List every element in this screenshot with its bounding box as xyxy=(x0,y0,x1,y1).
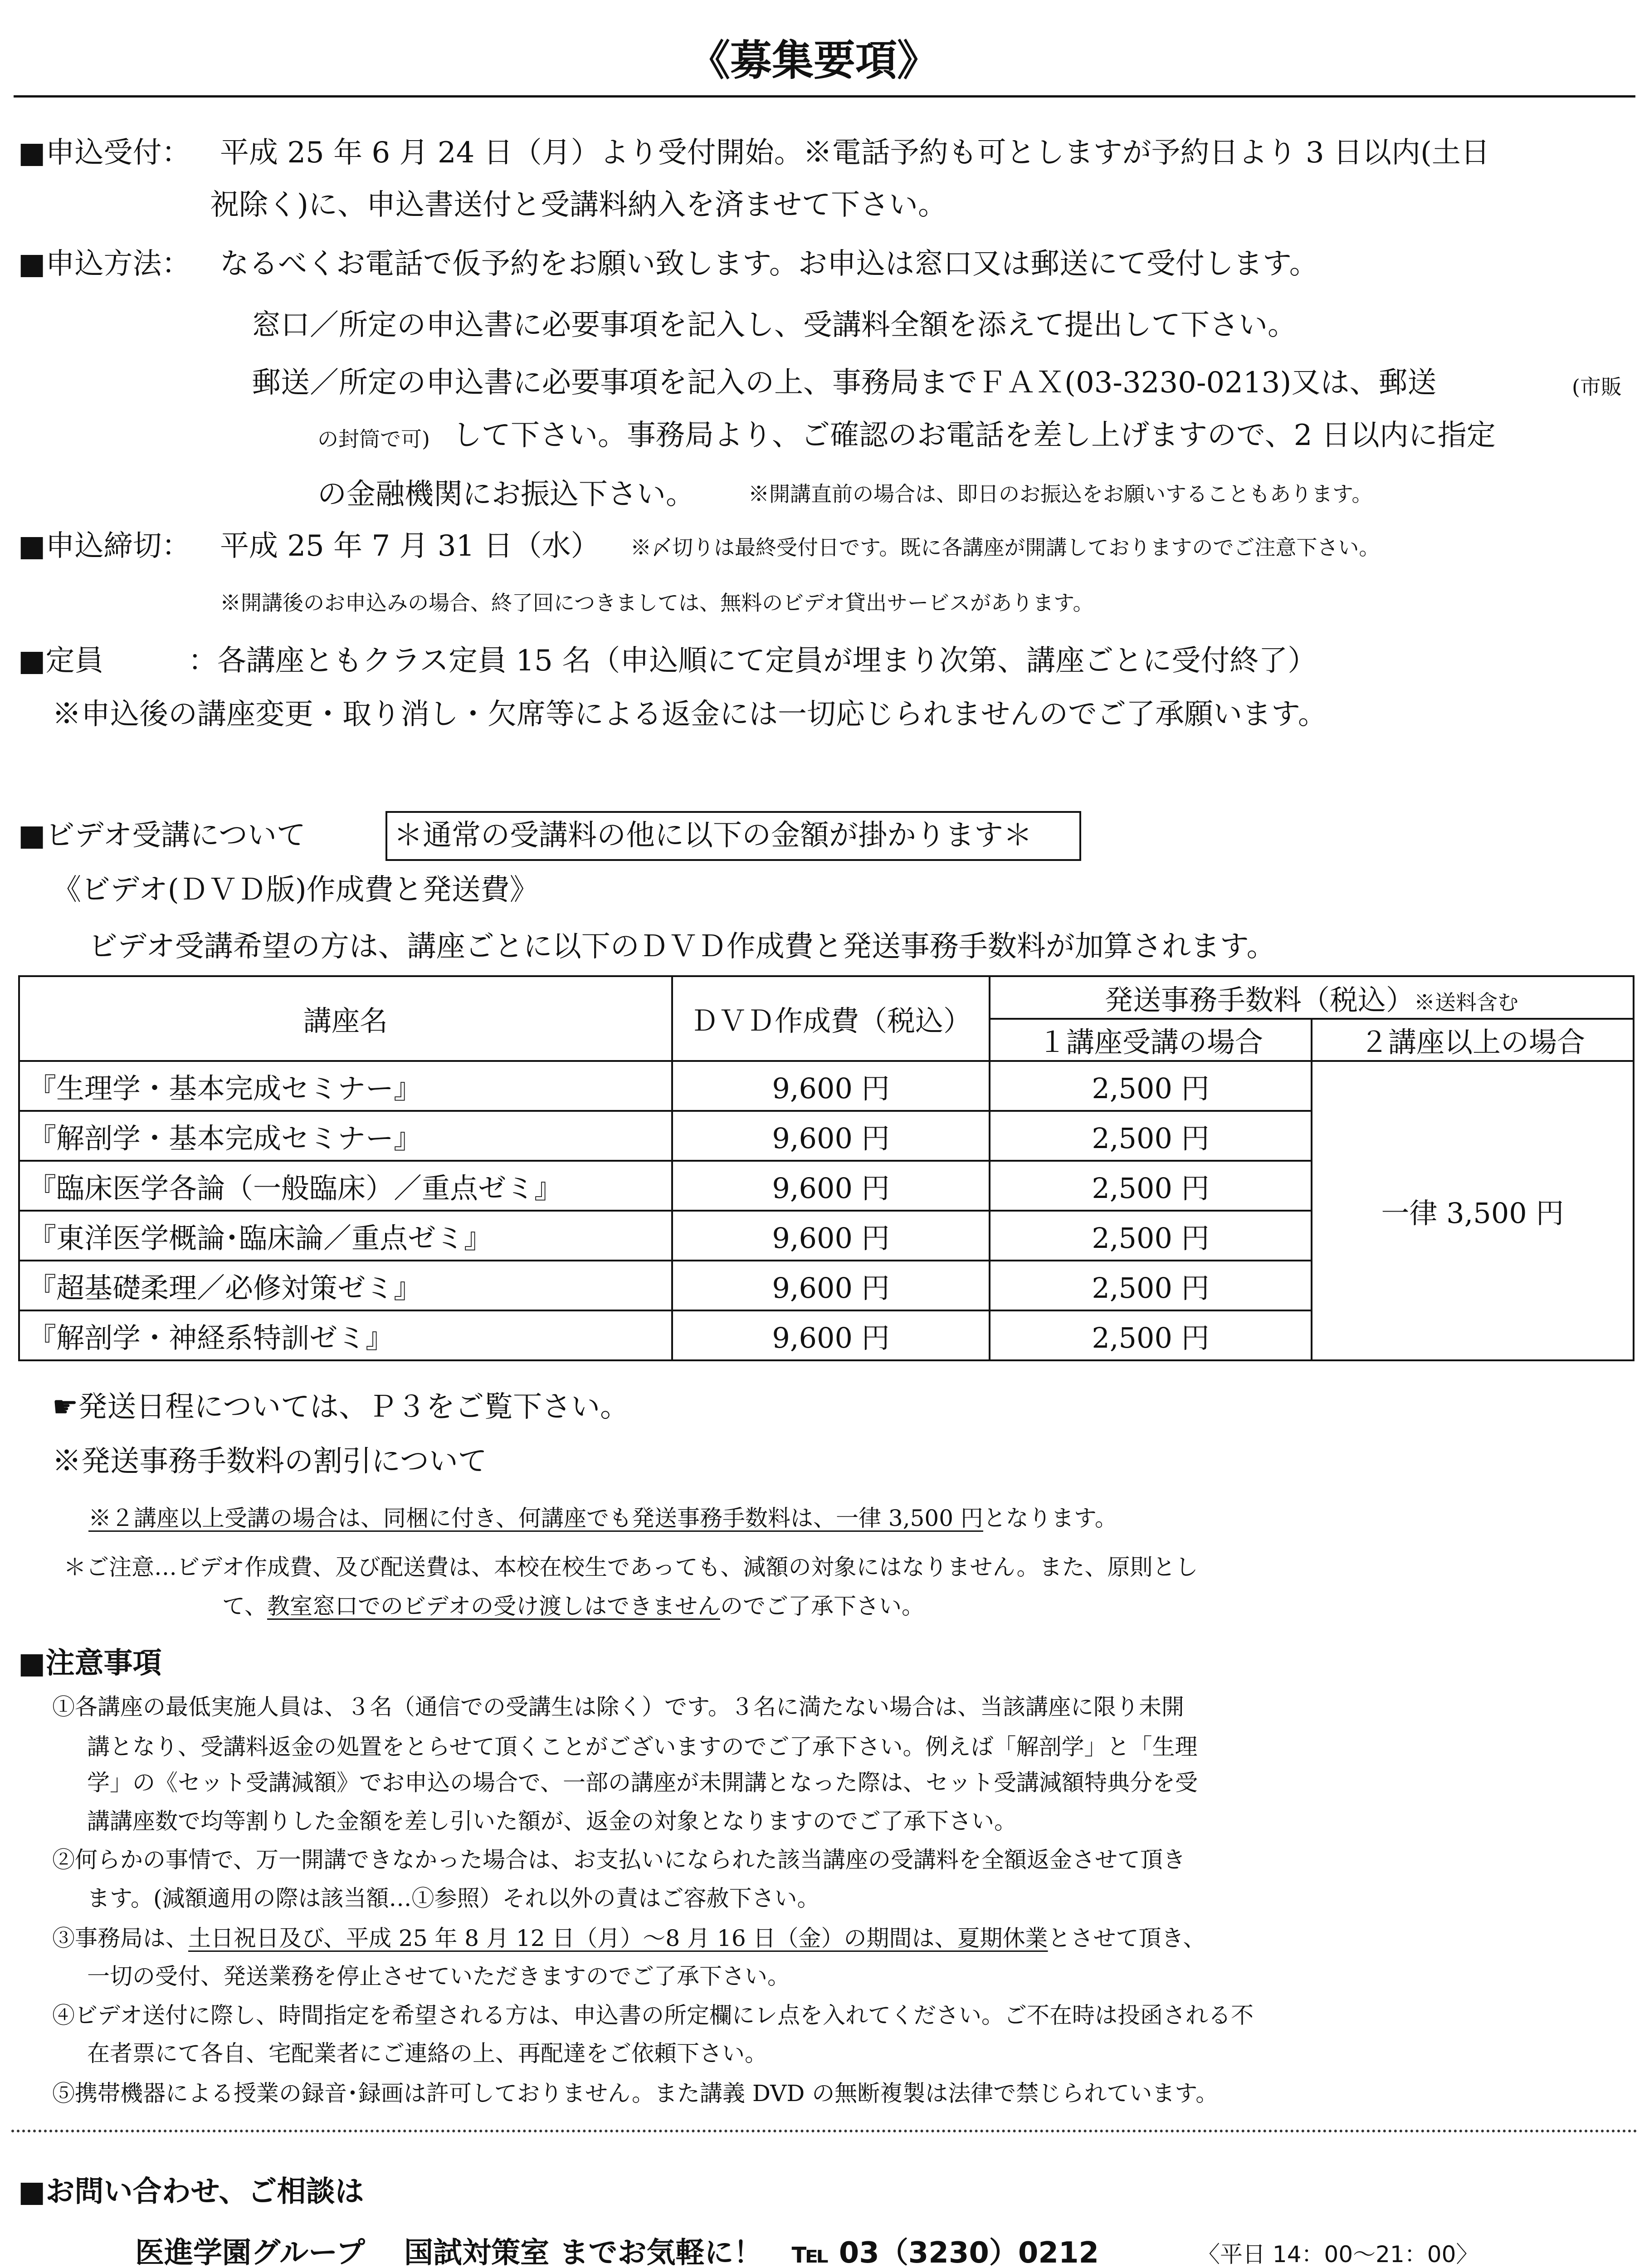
shipping-fee: 2,500 円 xyxy=(990,1310,1312,1360)
course-name: 『解剖学・基本完成セミナー』 xyxy=(19,1111,672,1161)
col-shipping-fee xyxy=(990,976,1634,1019)
discount-text xyxy=(88,1507,1117,1530)
table-header-row xyxy=(19,976,1634,1019)
col-shipping-fee-note: ※送料含む xyxy=(1414,990,1518,1015)
contact-heading: ■お問い合わせ、ご相談は xyxy=(18,2175,364,2209)
col-shipping-fee-label: 発送事務手数料（税込） xyxy=(1104,983,1414,1017)
note-3-b: とさせて頂き、 xyxy=(1048,1925,1206,1951)
method-mail: 郵送／所定の申込書に必要事項を記入の上、事務局までＦＡＸ(03-3230-0213)又は、郵送 xyxy=(252,366,1437,400)
course-name: 『臨床医学各論（一般臨床）／重点ゼミ』 xyxy=(19,1161,672,1211)
course-name: 『東洋医学概論･臨床論／重点ゼミ』 xyxy=(19,1211,672,1261)
note-1: 講となり、受講料返金の処置をとらせて頂くことがございますのでご了承下さい。例えば「解剖学」と「生理 xyxy=(87,1734,1198,1760)
deadline-label: ■申込締切： xyxy=(18,529,191,563)
video-intro: ビデオ受講希望の方は、講座ごとに以下のＤＶＤ作成費と発送事務手数料が加算されます。 xyxy=(88,930,1276,963)
course-name: 『解剖学・神経系特訓ゼミ』 xyxy=(19,1310,672,1360)
capacity-label: ■定員 xyxy=(18,644,104,678)
video-sub-heading: 《ビデオ(ＤＶＤ版)作成費と発送費》 xyxy=(52,873,539,907)
shipping-fee: 2,500 円 xyxy=(990,1061,1312,1111)
course-name: 『超基礎柔理／必修対策ゼミ』 xyxy=(19,1261,672,1310)
caution-text-a: て、 xyxy=(222,1593,267,1619)
shipping-fee: 2,500 円 xyxy=(990,1161,1312,1211)
caution-line: ＊ご注意…ビデオ作成費、及び配送費は、本校在校生であっても、減額の対象にはなりません。また、原則とし xyxy=(63,1554,1198,1580)
shipping-fee: 2,500 円 xyxy=(990,1111,1312,1161)
note-1: 講講座数で均等割りした金額を差し引いた額が、返金の対象となりますのでご了承下さい。 xyxy=(87,1808,1017,1834)
discount-heading: ※発送事務手数料の割引について xyxy=(52,1445,487,1478)
method-window: 窓口／所定の申込書に必要事項を記入し、受講料全額を添えて提出して下さい。 xyxy=(252,308,1297,342)
dvd-cost: 9,600 円 xyxy=(672,1161,990,1211)
method-mail-small: (市販 xyxy=(1572,375,1622,399)
method-mail-3: の金融機関にお振込下さい。 xyxy=(317,478,695,511)
note-3-a: ③事務局は、 xyxy=(52,1925,188,1951)
shipping-fee: 2,500 円 xyxy=(990,1211,1312,1261)
deadline-note-2: ※開講後のお申込みの場合、終了回につきましては、無料のビデオ貸出サービスがあります。 xyxy=(220,591,1094,615)
dvd-cost: 9,600 円 xyxy=(672,1111,990,1161)
note-3-line-2: 一切の受付、発送業務を停止させていただきますのでご了承下さい。 xyxy=(87,1963,790,1989)
col-two-courses: ２講座以上の場合 xyxy=(1312,1019,1634,1061)
note-4: ④ビデオ送付に際し、時間指定を希望される方は、申込書の所定欄にレ点を入れてください。ご不在時は投函される不 xyxy=(52,2002,1254,2028)
notes-heading: ■注意事項 xyxy=(18,1647,162,1680)
video-heading: ■ビデオ受講について xyxy=(18,819,306,852)
col-dvd-cost: ＤＶＤ作成費（税込） xyxy=(672,976,990,1061)
course-name: 『生理学・基本完成セミナー』 xyxy=(19,1061,672,1111)
caution-line-2 xyxy=(222,1595,924,1618)
note-3-underlined: 土日祝日及び、平成 25 年 8 月 12 日（月）～8 月 16 日（金）の期間は、夏期休業 xyxy=(188,1925,1048,1951)
dotted-divider xyxy=(11,2130,1638,2132)
schedule-note: ☛発送日程については、Ｐ３をご覧下さい。 xyxy=(52,1390,629,1424)
dvd-fee-table xyxy=(18,975,1634,1361)
discount-text-underlined: ※２講座以上受講の場合は、同梱に付き、何講座でも発送事務手数料は、一律 3,500 円 xyxy=(88,1505,983,1531)
col-one-course: １講座受講の場合 xyxy=(990,1019,1312,1061)
title-underline xyxy=(14,95,1635,98)
caution-text-underlined: 教室窓口でのビデオの受け渡しはできません xyxy=(267,1593,720,1619)
dvd-cost: 9,600 円 xyxy=(672,1261,990,1310)
method-mail-small-2: の封筒で可) xyxy=(317,427,430,451)
accept-text: 平成 25 年 6 月 24 日（月）より受付開始。※電話予約も可としますが予約日より 3 日以内(土日 xyxy=(220,136,1490,170)
shipping-fee: 2,500 円 xyxy=(990,1261,1312,1310)
note-1: 学」の《セット受講減額》でお申込の場合で、一部の講座が未開講となった際は、セット受講減額特典分を受 xyxy=(87,1769,1198,1796)
deadline-note: ※〆切りは最終受付日です。既に各講座が開講しておりますのでご注意下さい。 xyxy=(630,535,1380,560)
flat-fee: 一律 3,500 円 xyxy=(1312,1061,1634,1360)
contact-line: 医進学園グループ 国試対策室 までお気軽に！ ℡ 03（3230）0212 xyxy=(135,2236,1099,2268)
dvd-cost: 9,600 円 xyxy=(672,1310,990,1360)
note-4: 在者票にて各自、宅配業者にご連絡の上、再配達をご依頼下さい。 xyxy=(87,2040,767,2067)
method-mail-note: ※開講直前の場合は、即日のお振込をお願いすることもあります。 xyxy=(748,482,1373,506)
video-boxed-note: ＊通常の受講料の他に以下の金額が掛かります＊ xyxy=(394,819,1032,852)
caution-text-b: のでご了承下さい。 xyxy=(720,1593,924,1619)
note-2: ます。(減額適用の際は該当額…①参照）それ以外の責はご容赦下さい。 xyxy=(87,1885,820,1911)
method-label: ■申込方法： xyxy=(18,247,191,281)
capacity-text: ：各講座ともクラス定員 15 名（申込順にて定員が埋まり次第、講座ごとに受付終了） xyxy=(188,644,1317,678)
table-row xyxy=(19,1061,1634,1111)
method-mail-2: して下さい。事務局より、ご確認のお電話を差し上げますので、2 日以内に指定 xyxy=(453,419,1496,452)
dvd-cost: 9,600 円 xyxy=(672,1061,990,1111)
method-text: なるべくお電話で仮予約をお願い致します。お申込は窓口又は郵送にて受付します。 xyxy=(220,247,1318,281)
refund-note: ※申込後の講座変更・取り消し・欠席等による返金には一切応じられませんのでご了承願います。 xyxy=(52,698,1327,731)
deadline-date: 平成 25 年 7 月 31 日（水） xyxy=(220,529,600,563)
note-1: ①各講座の最低実施人員は、３名（通信での受講生は除く）です。３名に満たない場合は、当該講座に限り未開 xyxy=(52,1694,1184,1720)
note-3 xyxy=(52,1927,1206,1950)
dvd-cost: 9,600 円 xyxy=(672,1211,990,1261)
page-title: 《募集要項》 xyxy=(688,36,939,85)
discount-text-end: となります。 xyxy=(983,1505,1117,1531)
col-course-name: 講座名 xyxy=(19,976,672,1061)
accept-text-2: 祝除く)に、申込書送付と受講料納入を済ませて下さい。 xyxy=(210,188,947,222)
note-5: ⑤携帯機器による授業の録音･録画は許可しておりません。また講義 DVD の無断複製は法律で禁じられています。 xyxy=(52,2080,1219,2107)
accept-label: ■申込受付： xyxy=(18,136,191,170)
contact-hours: 〈平日 14：00～21：00〉 xyxy=(1197,2241,1479,2268)
note-2: ②何らかの事情で、万一開講できなかった場合は、お支払いになられた該当講座の受講料を全額返金させて頂き xyxy=(52,1847,1186,1873)
